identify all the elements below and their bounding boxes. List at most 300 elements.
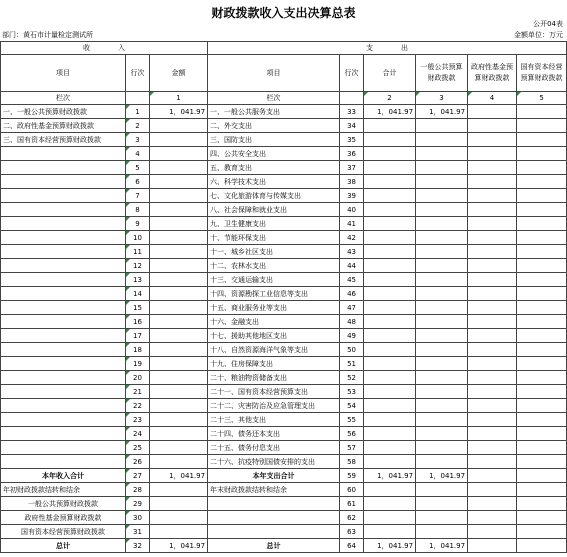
unit-label: 金额单位：万元: [514, 31, 563, 39]
carryover-general-row: [1, 497, 567, 511]
col-amount: 金额: [150, 55, 208, 92]
expense-seq: 57: [340, 441, 364, 455]
expense-general: [416, 301, 468, 315]
band-blank-right: [340, 92, 364, 105]
expense-soe: [517, 455, 567, 469]
expense-seq: 34: [340, 119, 364, 133]
expense-total: [364, 455, 416, 469]
col-item: 项目: [1, 55, 126, 92]
fund-seq: 30: [126, 511, 150, 525]
expense-item: 十二、农林水支出: [208, 259, 340, 273]
expense-general: [416, 189, 468, 203]
expense-soe: [517, 357, 567, 371]
year-expense-label: 本年支出合计: [208, 469, 340, 483]
band-num-5: 5: [517, 92, 567, 105]
expense-soe: [517, 441, 567, 455]
income-item: 一、一般公共预算财政拨款: [1, 105, 126, 119]
income-amount: [150, 119, 208, 133]
expense-fund: [468, 441, 517, 455]
expense-fund: [468, 203, 517, 217]
income-item: [1, 385, 126, 399]
expense-total: [364, 357, 416, 371]
grand-amount: 1，041.97: [150, 539, 208, 553]
expense-item: 六、科学技术支出: [208, 175, 340, 189]
expense-total: [364, 175, 416, 189]
expense-fund: [468, 343, 517, 357]
expense-seq: 50: [340, 343, 364, 357]
expense-soe: [517, 273, 567, 287]
expense-fund: [468, 329, 517, 343]
income-seq: 4: [126, 147, 150, 161]
income-seq: 2: [126, 119, 150, 133]
expense-total: [364, 217, 416, 231]
income-amount: [150, 329, 208, 343]
expense-general: [416, 273, 468, 287]
expense-seq: 56: [340, 427, 364, 441]
income-seq: 3: [126, 133, 150, 147]
grand-label: 总计: [1, 539, 126, 553]
income-amount: [150, 147, 208, 161]
end-fund: [468, 483, 517, 497]
grand-fund: [468, 539, 517, 553]
fund-right-blank: [208, 511, 340, 525]
expense-fund: [468, 371, 517, 385]
expense-total: [364, 161, 416, 175]
expense-seq: 41: [340, 217, 364, 231]
expense-item: 二十二、灾害防治及应急管理支出: [208, 399, 340, 413]
expense-item: 二十、粮油物资储备支出: [208, 371, 340, 385]
carryover-fund-row: [1, 511, 567, 525]
income-item: 三、国有资本经营预算财政拨款: [1, 133, 126, 147]
income-item: [1, 189, 126, 203]
col-seq-expense: 行次: [340, 55, 364, 92]
expense-seq: 58: [340, 455, 364, 469]
expense-item: 二十一、国有资本经营预算支出: [208, 385, 340, 399]
income-seq: 16: [126, 315, 150, 329]
expense-general: [416, 245, 468, 259]
fund-fund: [468, 511, 517, 525]
expense-item: 二、外交支出: [208, 119, 340, 133]
expense-seq: 45: [340, 273, 364, 287]
income-seq: 19: [126, 357, 150, 371]
table-row: [1, 357, 567, 371]
expense-total: [364, 399, 416, 413]
expense-item: 九、卫生健康支出: [208, 217, 340, 231]
year-income-seq: 27: [126, 469, 150, 483]
income-item: 二、政府性基金预算财政拨款: [1, 119, 126, 133]
grand-total: 1，041.97: [364, 539, 416, 553]
band-label-right: 栏次: [208, 92, 340, 105]
table-row: [1, 371, 567, 385]
carryover-soe-row: [1, 525, 567, 539]
soe-right-blank: [208, 525, 340, 539]
income-item: [1, 259, 126, 273]
expense-fund: [468, 385, 517, 399]
income-amount: [150, 343, 208, 357]
gen-label: 一般公共预算财政拨款: [1, 497, 126, 511]
expense-seq: 35: [340, 133, 364, 147]
expense-soe: [517, 105, 567, 119]
table-row: [1, 413, 567, 427]
expense-seq: 48: [340, 315, 364, 329]
expense-soe: [517, 217, 567, 231]
expense-item: 十三、交通运输支出: [208, 273, 340, 287]
table-row: [1, 105, 567, 119]
end-general: [416, 483, 468, 497]
year-income-amount: 1，041.97: [150, 469, 208, 483]
soe-general: [416, 525, 468, 539]
table-row: [1, 161, 567, 175]
income-header: 收 入: [1, 42, 208, 55]
income-amount: [150, 133, 208, 147]
expense-seq: 33: [340, 105, 364, 119]
expense-fund: [468, 413, 517, 427]
expense-item: 八、社会保障和就业支出: [208, 203, 340, 217]
column-header-row: [1, 55, 567, 92]
expense-total: [364, 273, 416, 287]
band-label-left: 栏次: [1, 92, 126, 105]
income-amount: [150, 273, 208, 287]
end-seq: 60: [340, 483, 364, 497]
income-seq: 24: [126, 427, 150, 441]
expense-soe: [517, 259, 567, 273]
income-item: [1, 147, 126, 161]
income-amount: [150, 203, 208, 217]
table-row: [1, 343, 567, 357]
band-num-1: 1: [150, 92, 208, 105]
expense-item: 七、文化旅游体育与传媒支出: [208, 189, 340, 203]
expense-seq: 40: [340, 203, 364, 217]
table-row: [1, 427, 567, 441]
table-row: [1, 329, 567, 343]
expense-soe: [517, 161, 567, 175]
year-expense-soe: [517, 469, 567, 483]
col-item-expense: 项目: [208, 55, 340, 92]
income-item: [1, 203, 126, 217]
band-blank-left: [126, 92, 150, 105]
expense-item: 二十六、抗疫特别国债安排的支出: [208, 455, 340, 469]
expense-fund: [468, 357, 517, 371]
expense-total: [364, 441, 416, 455]
col-total: 合计: [364, 55, 416, 92]
expense-total: [364, 231, 416, 245]
income-amount: [150, 161, 208, 175]
col-fund-budget: 政府性基金预算财政拨款: [468, 55, 517, 92]
income-amount: [150, 287, 208, 301]
expense-item: 二十三、其他支出: [208, 413, 340, 427]
income-seq: 8: [126, 203, 150, 217]
band-num-3: 3: [416, 92, 468, 105]
end-total: [364, 483, 416, 497]
income-amount: [150, 427, 208, 441]
expense-total: [364, 203, 416, 217]
expense-general: [416, 455, 468, 469]
income-amount: [150, 259, 208, 273]
expense-seq: 55: [340, 413, 364, 427]
expense-fund: [468, 287, 517, 301]
income-seq: 26: [126, 455, 150, 469]
expense-total: [364, 329, 416, 343]
expense-general: [416, 147, 468, 161]
expense-soe: [517, 175, 567, 189]
fund-soe: [517, 511, 567, 525]
expense-seq: 39: [340, 189, 364, 203]
expense-seq: 38: [340, 175, 364, 189]
income-amount: [150, 371, 208, 385]
income-amount: [150, 413, 208, 427]
begin-label: 年初财政拨款结转和结余: [1, 483, 126, 497]
income-seq: 6: [126, 175, 150, 189]
expense-seq: 42: [340, 231, 364, 245]
income-item: [1, 301, 126, 315]
income-seq: 23: [126, 413, 150, 427]
expense-item: 十一、城乡社区支出: [208, 245, 340, 259]
income-amount: [150, 441, 208, 455]
income-item: [1, 245, 126, 259]
expense-soe: [517, 287, 567, 301]
section-header-row: [1, 42, 567, 55]
expense-soe: [517, 399, 567, 413]
table-row: [1, 147, 567, 161]
income-item: [1, 161, 126, 175]
fund-seq-right: 62: [340, 511, 364, 525]
income-item: [1, 413, 126, 427]
income-seq: 17: [126, 329, 150, 343]
expense-general: [416, 315, 468, 329]
expense-seq: 36: [340, 147, 364, 161]
expense-item: 三、国防支出: [208, 133, 340, 147]
income-seq: 18: [126, 343, 150, 357]
fund-amount: [150, 511, 208, 525]
expense-item: 十、节能环保支出: [208, 231, 340, 245]
expense-header: 支 出: [208, 42, 567, 55]
fund-label: 政府性基金预算财政拨款: [1, 511, 126, 525]
expense-item: 二十五、债务付息支出: [208, 441, 340, 455]
income-item: [1, 217, 126, 231]
table-row: [1, 175, 567, 189]
expense-general: [416, 413, 468, 427]
expense-item: 二十四、债务还本支出: [208, 427, 340, 441]
expense-general: [416, 329, 468, 343]
gen-total: [364, 497, 416, 511]
expense-total: [364, 413, 416, 427]
expense-total: [364, 119, 416, 133]
expense-total: [364, 343, 416, 357]
income-item: [1, 343, 126, 357]
table-row: [1, 385, 567, 399]
budget-table: [0, 41, 567, 553]
expense-soe: [517, 329, 567, 343]
income-item: [1, 455, 126, 469]
expense-total: [364, 287, 416, 301]
begin-seq: 28: [126, 483, 150, 497]
gen-seq: 29: [126, 497, 150, 511]
band-num-2: 2: [364, 92, 416, 105]
income-amount: [150, 175, 208, 189]
expense-general: [416, 161, 468, 175]
income-amount: [150, 315, 208, 329]
col-soe-budget: 国有资本经营预算财政拨款: [517, 55, 567, 92]
expense-item: 十九、住房保障支出: [208, 357, 340, 371]
table-row: [1, 189, 567, 203]
gen-fund: [468, 497, 517, 511]
table-row: [1, 133, 567, 147]
table-row: [1, 203, 567, 217]
expense-total: [364, 189, 416, 203]
gen-seq-right: 61: [340, 497, 364, 511]
expense-general: [416, 357, 468, 371]
expense-seq: 44: [340, 259, 364, 273]
end-label: 年末财政拨款结转和结余: [208, 483, 340, 497]
year-expense-seq: 59: [340, 469, 364, 483]
expense-fund: [468, 427, 517, 441]
expense-total: 1，041.97: [364, 105, 416, 119]
expense-total: [364, 147, 416, 161]
expense-item: 五、教育支出: [208, 161, 340, 175]
soe-soe: [517, 525, 567, 539]
table-row: [1, 287, 567, 301]
expense-soe: [517, 119, 567, 133]
fund-total: [364, 511, 416, 525]
expense-item: 十八、自然资源海洋气象等支出: [208, 343, 340, 357]
income-seq: 10: [126, 231, 150, 245]
income-seq: 22: [126, 399, 150, 413]
expense-item: 十四、资源勘探工业信息等支出: [208, 287, 340, 301]
income-amount: [150, 231, 208, 245]
department-label: 部门：黄石市计量检定测试所: [2, 31, 93, 39]
expense-total: [364, 133, 416, 147]
soe-total: [364, 525, 416, 539]
income-amount: 1，041.97: [150, 105, 208, 119]
income-item: [1, 231, 126, 245]
report-title: 财政拨款收入支出决算总表: [211, 6, 356, 20]
table-row: [1, 119, 567, 133]
table-row: [1, 399, 567, 413]
expense-seq: 37: [340, 161, 364, 175]
expense-total: [364, 259, 416, 273]
table-row: [1, 231, 567, 245]
income-item: [1, 329, 126, 343]
expense-soe: [517, 343, 567, 357]
expense-general: [416, 119, 468, 133]
soe-seq: 31: [126, 525, 150, 539]
expense-soe: [517, 385, 567, 399]
expense-seq: 54: [340, 399, 364, 413]
expense-seq: 49: [340, 329, 364, 343]
expense-general: [416, 343, 468, 357]
expense-soe: [517, 147, 567, 161]
expense-total: [364, 301, 416, 315]
expense-fund: [468, 231, 517, 245]
income-seq: 1: [126, 105, 150, 119]
expense-item: 四、公共安全支出: [208, 147, 340, 161]
table-row: [1, 301, 567, 315]
table-row: [1, 273, 567, 287]
expense-fund: [468, 189, 517, 203]
income-seq: 13: [126, 273, 150, 287]
soe-fund: [468, 525, 517, 539]
income-amount: [150, 189, 208, 203]
income-seq: 12: [126, 259, 150, 273]
expense-item: 十七、援助其他地区支出: [208, 329, 340, 343]
expense-seq: 43: [340, 245, 364, 259]
expense-fund: [468, 273, 517, 287]
soe-seq-right: 63: [340, 525, 364, 539]
income-amount: [150, 245, 208, 259]
expense-general: [416, 217, 468, 231]
grand-general: 1，041.97: [416, 539, 468, 553]
grand-label-right: 总计: [208, 539, 340, 553]
table-row: [1, 441, 567, 455]
expense-general: [416, 175, 468, 189]
year-expense-total: 1，041.97: [364, 469, 416, 483]
soe-amount: [150, 525, 208, 539]
income-amount: [150, 399, 208, 413]
expense-general: [416, 259, 468, 273]
year-expense-fund: [468, 469, 517, 483]
expense-general: [416, 203, 468, 217]
expense-soe: [517, 133, 567, 147]
expense-total: [364, 315, 416, 329]
expense-soe: [517, 231, 567, 245]
expense-soe: [517, 315, 567, 329]
income-amount: [150, 217, 208, 231]
expense-seq: 53: [340, 385, 364, 399]
income-item: [1, 175, 126, 189]
expense-seq: 46: [340, 287, 364, 301]
income-seq: 9: [126, 217, 150, 231]
expense-general: [416, 287, 468, 301]
income-amount: [150, 385, 208, 399]
col-seq: 行次: [126, 55, 150, 92]
income-item: [1, 427, 126, 441]
grand-seq-right: 64: [340, 539, 364, 553]
expense-seq: 51: [340, 357, 364, 371]
income-item: [1, 315, 126, 329]
expense-general: [416, 399, 468, 413]
table-row: [1, 245, 567, 259]
expense-total: [364, 385, 416, 399]
income-seq: 11: [126, 245, 150, 259]
income-item: [1, 441, 126, 455]
grand-total-row: [1, 539, 567, 553]
expense-general: [416, 427, 468, 441]
expense-fund: [468, 133, 517, 147]
expense-soe: [517, 189, 567, 203]
expense-item: 十六、金融支出: [208, 315, 340, 329]
expense-total: [364, 245, 416, 259]
expense-total: [364, 371, 416, 385]
income-item: [1, 273, 126, 287]
income-seq: 5: [126, 161, 150, 175]
income-seq: 25: [126, 441, 150, 455]
expense-soe: [517, 203, 567, 217]
year-income-label: 本年收入合计: [1, 469, 126, 483]
expense-general: [416, 385, 468, 399]
gen-soe: [517, 497, 567, 511]
form-code: 公开04表: [533, 20, 563, 28]
expense-fund: [468, 217, 517, 231]
expense-seq: 52: [340, 371, 364, 385]
expense-fund: [468, 399, 517, 413]
expense-fund: [468, 455, 517, 469]
expense-soe: [517, 301, 567, 315]
detail-rows: [1, 105, 567, 469]
expense-general: [416, 371, 468, 385]
income-amount: [150, 357, 208, 371]
expense-item: 一、一般公共服务支出: [208, 105, 340, 119]
expense-fund: [468, 119, 517, 133]
